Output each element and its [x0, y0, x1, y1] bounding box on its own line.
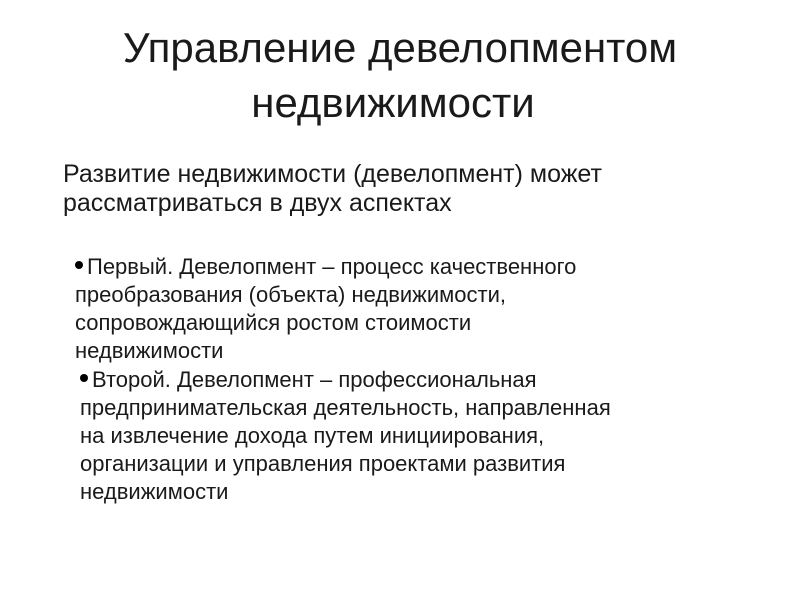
slide-subtitle [63, 160, 783, 218]
bullet-item [75, 253, 755, 365]
bullet-line [75, 253, 755, 281]
bullet-line [80, 366, 760, 394]
bullet-text: Первый. Девелопмент – процесс качественного [87, 254, 577, 279]
slide-title [0, 20, 800, 130]
bullet-line: недвижимости [80, 479, 229, 504]
bullet-text: Второй. Девелопмент – профессиональная [92, 367, 537, 392]
subtitle-line: Развитие недвижимости (девелопмент) может [63, 160, 602, 188]
bullet-line: на извлечение дохода путем инициирования, [80, 423, 545, 448]
bullet-dot-icon [80, 374, 88, 382]
slide-title-line: недвижимости [251, 79, 535, 126]
bullet-line: преобразования (объекта) недвижимости, [75, 282, 507, 307]
bullet-line: недвижимости [75, 338, 224, 363]
bullet-item [80, 366, 760, 506]
bullet-dot-icon [75, 261, 83, 269]
subtitle-line: рассматриваться в двух аспектах [63, 189, 452, 217]
slide-title-line: Управление девелопментом [122, 24, 678, 71]
bullet-line: сопровождающийся ростом стоимости [75, 310, 472, 335]
bullet-line: предпринимательская деятельность, направленная [80, 395, 611, 420]
bullet-line: организации и управления проектами развития [80, 451, 566, 476]
